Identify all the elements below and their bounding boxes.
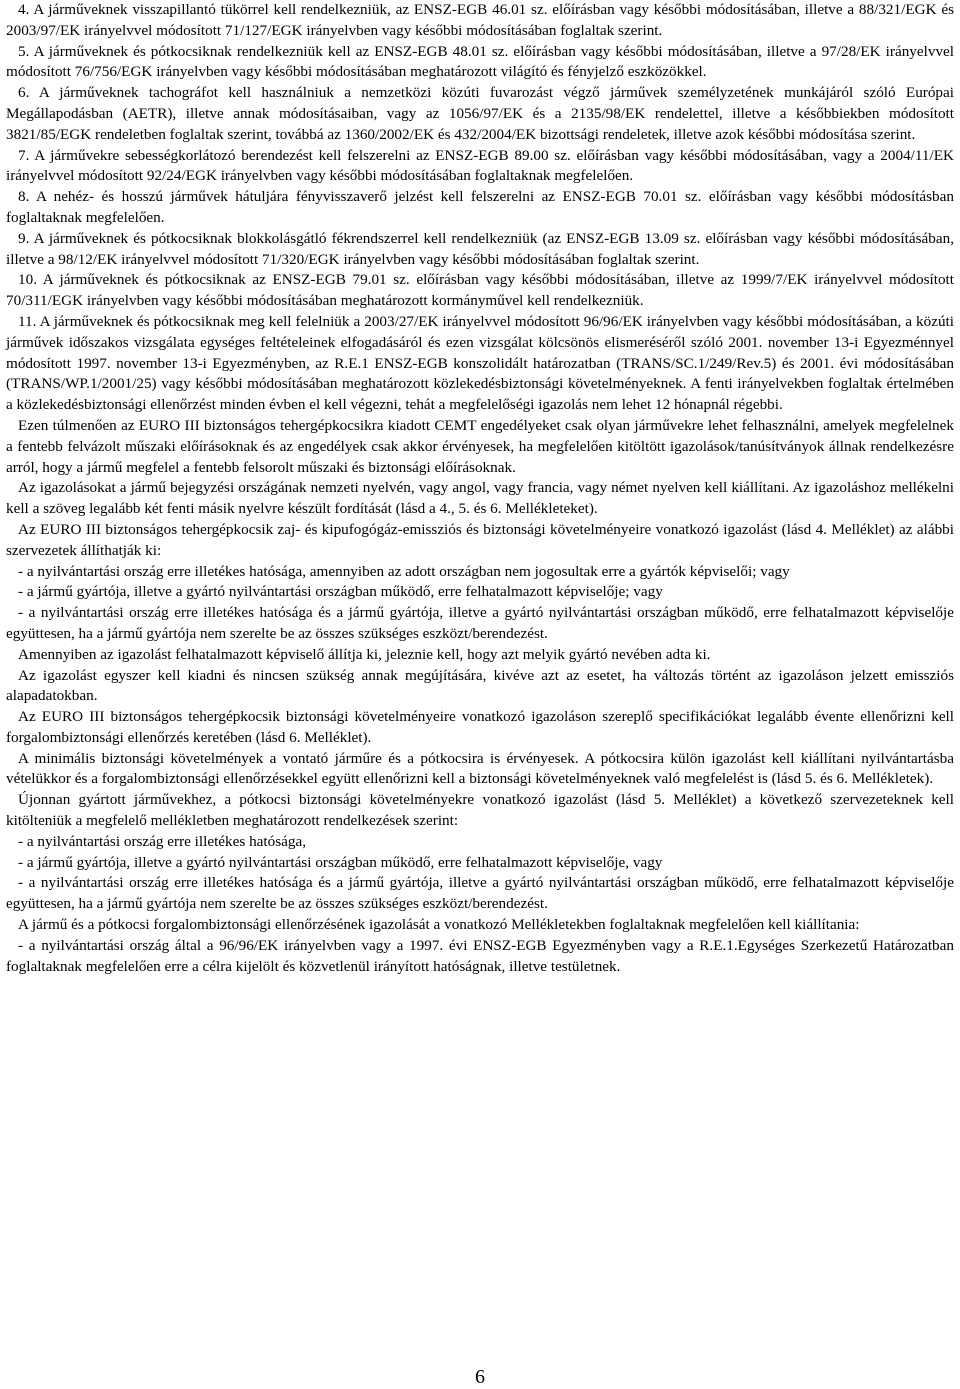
- paragraph-certificate-language: Az igazolásokat a jármű bejegyzési országának nemzeti nyelvén, vagy angol, vagy francia, vagy német nyelven kell kiállítani. Az igazoláshoz mellékelni kell a szöveg legalább két fenti másik nyelvre készült fordítását (lásd a 4., 5. és 6. Mellékleteket).: [6, 479, 954, 518]
- list-item-issuer-manufacturer: - a jármű gyártója, illetve a gyártó nyilvántartási országban működő, erre felhatalmazott képviselője; vagy: [18, 583, 663, 601]
- paragraph-item-5: 5. A járműveknek és pótkocsiknak rendelkezniük kell az ENSZ-EGB 48.01 sz. előírásban vagy későbbi módosításában, illetve a 97/28/EK irányelvvel módosított 76/756/EGK irányelvben vagy későbbi módosításában meghatározott világító és fényjelző eszközökkel.: [6, 42, 954, 81]
- list-item-designated-authority: - a nyilvántartási ország által a 96/96/EK irányelvben vagy a 1997. évi ENSZ-EGB Egyezményben vagy a R.E.1.Egységes Szerkezetű Határozatban foglaltaknak megfelelően erre a célra kijelölt és közvetlenül irányított hatóságnak, illetve testületnek.: [6, 936, 954, 975]
- paragraph-item-11: 11. A járműveknek és pótkocsiknak meg kell felelniük a 2003/27/EK irányelvvel módosított 96/96/EK irányelvben vagy későbbi módosításában, a közúti járművek időszakos vizsgálata egységes feltételeinek elfogadásáról és ezen vizsgálat kölcsönös elismeréséről szóló 2001. november 13-i Egyezménnyel módosított 1997. november 13-i Egyezményben, az R.E.1 ENSZ-EGB konszolidált határozatban (TRANS/SC.1/249/Rev.5) és 2001. évi módosításában (TRANS/WP.1/2001/25) vagy későbbi módosításában meghatározott közlekedésbiztonsági követelményeknek. A fenti irányelvekben foglaltak értelmében a közlekedésbiztonsági ellenőrzést minden évben el kell végezni, tehát a megfelelőségi igazolás nem lehet 12 hónapnál régebbi.: [6, 312, 954, 414]
- list-item-new-authority: - a nyilvántartási ország erre illetékes hatósága,: [18, 832, 307, 850]
- paragraph-item-8: 8. A nehéz- és hosszú járművek hátuljára fényvisszaverő jelzést kell felszerelni az ENSZ-EGB 70.01 sz. előírásban vagy későbbi módosításban foglaltaknak megfelelően.: [6, 188, 954, 226]
- paragraph-euro-iii-permits: Ezen túlmenően az EURO III biztonságos tehergépkocsikra kiadott CEMT engedélyeket csak olyan járművekre lehet felhasználni, amelyek megfelelnek a fentebb felvázolt műszaki előírásoknak és az engedélyek csak akkor érvényesek, ha megfelelően kitöltött igazolások/tanúsítványok állnak rendelkezésre arról, hogy a jármű megfelel a fentebb felsorolt műszaki és biztonsági előírásoknak.: [6, 416, 954, 476]
- paragraph-minimum-requirements: A minimális biztonsági követelmények a vontató járműre és a pótkocsira is érvényesek. A pótkocsira külön igazolást kell kiállítani nyilvántartásba vételükkor és a forgalombiztonsági ellenőrzésekkel együtt ellenőrizni kell a biztonsági követelményeknek való megfelelést is (lásd 5. és 6. Mellékletek).: [6, 749, 954, 788]
- list-item-issuer-joint: - a nyilvántartási ország erre illetékes hatósága és a jármű gyártója, illetve a gyártó nyilvántartási országban működő, erre felhatalmazott képviselője együttesen, ha a jármű gyártója nem szerelte be az összes szükséges eszközt/berendezést.: [6, 604, 954, 642]
- paragraph-item-7: 7. A járművekre sebességkorlátozó berendezést kell felszerelni az ENSZ-EGB 89.00 sz. előírásban vagy későbbi módosításában, vagy a 2004/11/EK irányelvvel módosított 92/24/EGK irányelvben vagy későbbi módosításában foglaltaknak megfelelően.: [6, 146, 954, 185]
- document-page: [6, 0, 954, 977]
- list-item-issuer-authority: - a nyilvántartási ország erre illetékes hatósága, amennyiben az adott országban nem jogosultak erre a gyártók képviselői; vagy: [18, 562, 790, 580]
- list-item-new-manufacturer: - a jármű gyártója, illetve a gyártó nyilvántartási országban működő, erre felhatalmazott képviselője, vagy: [18, 853, 663, 871]
- paragraph-roadworthiness-certificate: A jármű és a pótkocsi forgalombiztonsági ellenőrzésének igazolását a vonatkozó Mellékletekben foglaltaknak megfelelően kell kiállítania:: [18, 916, 860, 934]
- paragraph-item-10: 10. A járműveknek és pótkocsiknak az ENSZ-EGB 79.01 sz. előírásban vagy későbbi módosításában, illetve az 1999/7/EK irányelvvel módosított 70/311/EGK irányelvben vagy későbbi módosításában meghatározott kormányművel kell rendelkezniük.: [6, 271, 954, 310]
- paragraph-annual-inspection: Az EURO III biztonságos tehergépkocsik biztonsági követelményeire vonatkozó igazoláson szereplő specifikációkat legalább évente ellenőrizni kell forgalombiztonsági ellenőrzés keretében (lásd 6. Melléklet).: [6, 708, 954, 746]
- paragraph-item-6: 6. A járműveknek tachográfot kell használniuk a nemzetközi közúti fuvarozást végző járművek személyzetének munkájáról szóló Európai Megállapodásban (AETR), illetve annak módosításaiban, vagy az 1056/97/EK és a 2135/98/EK rendelettel, illetve a későbbiekben módosított 3821/85/EGK rendeletben foglaltak szerint, továbbá az 1360/2002/EK és 432/2004/EK bizottsági rendeletek, illetve azok későbbi módosítása szerint.: [6, 84, 954, 143]
- page-number: 6: [475, 1366, 485, 1388]
- paragraph-one-time-issue: Az igazolást egyszer kell kiadni és nincsen szükség annak megújítására, kivéve azt az esetet, ha változás történt az igazoláson jelzett emissziós alapadatokban.: [6, 666, 954, 705]
- paragraph-item-9: 9. A járműveknek és pótkocsiknak blokkolásgátló fékrendszerrel kell rendelkezniük (az ENSZ-EGB 13.09 sz. előírásban vagy későbbi módosításában, illetve a 98/12/EK irányelvvel módosított 71/320/EGK irányelvben vagy későbbi módosításában foglaltak szerint.: [6, 229, 954, 268]
- paragraph-item-4: 4. A járműveknek visszapillantó tükörrel kell rendelkezniük, az ENSZ-EGB 46.01 sz. előírásban vagy későbbi módosításában, illetve a 88/321/EGK és 2003/97/EK irányelvvel módosított 71/127/EGK irányelvben vagy későbbi módosításában foglaltak szerint.: [6, 1, 954, 39]
- paragraph-new-vehicles: Újonnan gyártott járművekhez, a pótkocsi biztonsági követelményekre vonatkozó igazolást (lásd 5. Melléklet) a következő szervezeteknek kell kitölteniük a megfelelő mellékletben meghatározott rendelkezések szerint:: [6, 791, 954, 830]
- paragraph-issuing-organizations: Az EURO III biztonságos tehergépkocsik zaj- és kipufogógáz-emissziós és biztonsági követelményeire vonatkozó igazolást (lásd 4. Melléklet) az alábbi szervezetek állíthatják ki:: [6, 520, 954, 559]
- paragraph-authorized-representative: Amennyiben az igazolást felhatalmazott képviselő állítja ki, jeleznie kell, hogy azt melyik gyártó nevében adta ki.: [18, 645, 711, 663]
- list-item-new-joint: - a nyilvántartási ország erre illetékes hatósága és a jármű gyártója, illetve a gyártó nyilvántartási országban működő, erre felhatalmazott képviselője együttesen, ha a jármű gyártója nem szerelte be az összes szükséges eszközt/berendezést.: [6, 874, 954, 913]
